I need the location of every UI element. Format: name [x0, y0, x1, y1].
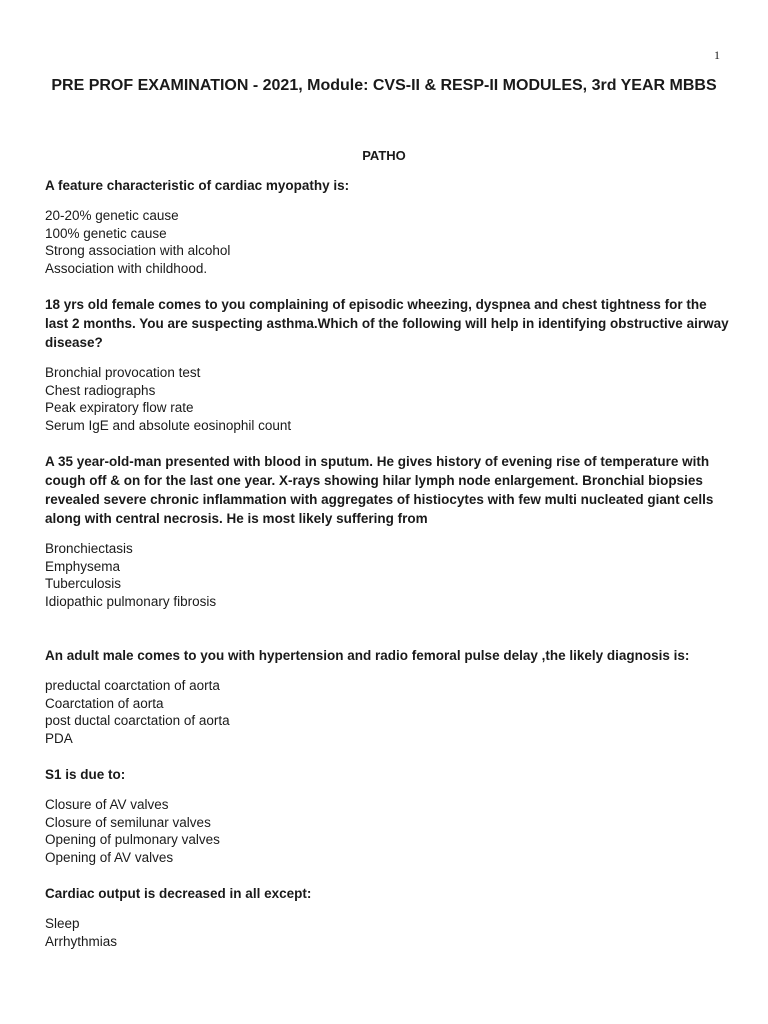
option: Peak expiratory flow rate: [45, 400, 194, 415]
option-list: [45, 677, 730, 747]
option: 20-20% genetic cause: [45, 208, 179, 223]
option: PDA: [45, 730, 73, 746]
option: Sleep: [45, 916, 80, 931]
option: Strong association with alcohol: [45, 243, 231, 258]
option: Idiopathic pulmonary fibrosis: [45, 593, 217, 609]
section-title: PATHO: [362, 148, 406, 163]
option: preductal coarctation of aorta: [45, 678, 220, 693]
question-list: [45, 176, 730, 950]
question-2: [45, 295, 730, 434]
question-text: Cardiac output is decreased in all except:: [45, 886, 312, 901]
question-text: 18 yrs old female comes to you complaining of episodic wheezing, dyspnea and chest tightness for the last 2 months. You are suspecting asthma.Which of the following will help in identifying obstructive airway disease?: [45, 297, 729, 350]
document-title: PRE PROF EXAMINATION - 2021, Module: CVS-II & RESP-II MODULES, 3rd YEAR MBBS: [51, 77, 717, 94]
option: Opening of AV valves: [45, 849, 174, 865]
option-list: [45, 540, 730, 610]
option-list: [45, 207, 730, 277]
option: 100% genetic cause: [45, 225, 167, 241]
question-4: [45, 646, 730, 747]
option-list: [45, 364, 730, 434]
option: Bronchial provocation test: [45, 365, 201, 380]
question-text: A feature characteristic of cardiac myopathy is:: [45, 178, 350, 193]
option: Emphysema: [45, 558, 121, 574]
option: Arrhythmias: [45, 933, 118, 949]
option: Tuberculosis: [45, 576, 122, 591]
page-number: 1: [714, 48, 720, 62]
question-text: An adult male comes to you with hypertension and radio femoral pulse delay ,the likely diagnosis is:: [45, 648, 690, 663]
question-text: A 35 year-old-man presented with blood in sputum. He gives history of evening rise of temperature with cough off & on for the last one year. X-rays showing hilar lymph node enlargement. Bronchial biopsies revealed severe chronic inflammation with aggregates of histiocytes with few multi nucleated giant cells along with central necrosis. He is most likely suffering from: [45, 454, 714, 526]
option: Serum IgE and absolute eosinophil count: [45, 417, 292, 433]
option: Chest radiographs: [45, 382, 156, 398]
option: Opening of pulmonary valves: [45, 832, 220, 847]
option-list: [45, 796, 730, 866]
option: Bronchiectasis: [45, 541, 133, 556]
option: Coarctation of aorta: [45, 695, 164, 711]
question-3: [45, 452, 730, 610]
question-text: S1 is due to:: [45, 767, 126, 782]
option: Closure of semilunar valves: [45, 814, 211, 830]
option: Association with childhood.: [45, 260, 208, 276]
option: post ductal coarctation of aorta: [45, 713, 230, 728]
option-list: [45, 915, 730, 950]
option: Closure of AV valves: [45, 797, 169, 812]
question-5: [45, 765, 730, 866]
question-6: [45, 884, 730, 950]
question-1: [45, 176, 730, 277]
